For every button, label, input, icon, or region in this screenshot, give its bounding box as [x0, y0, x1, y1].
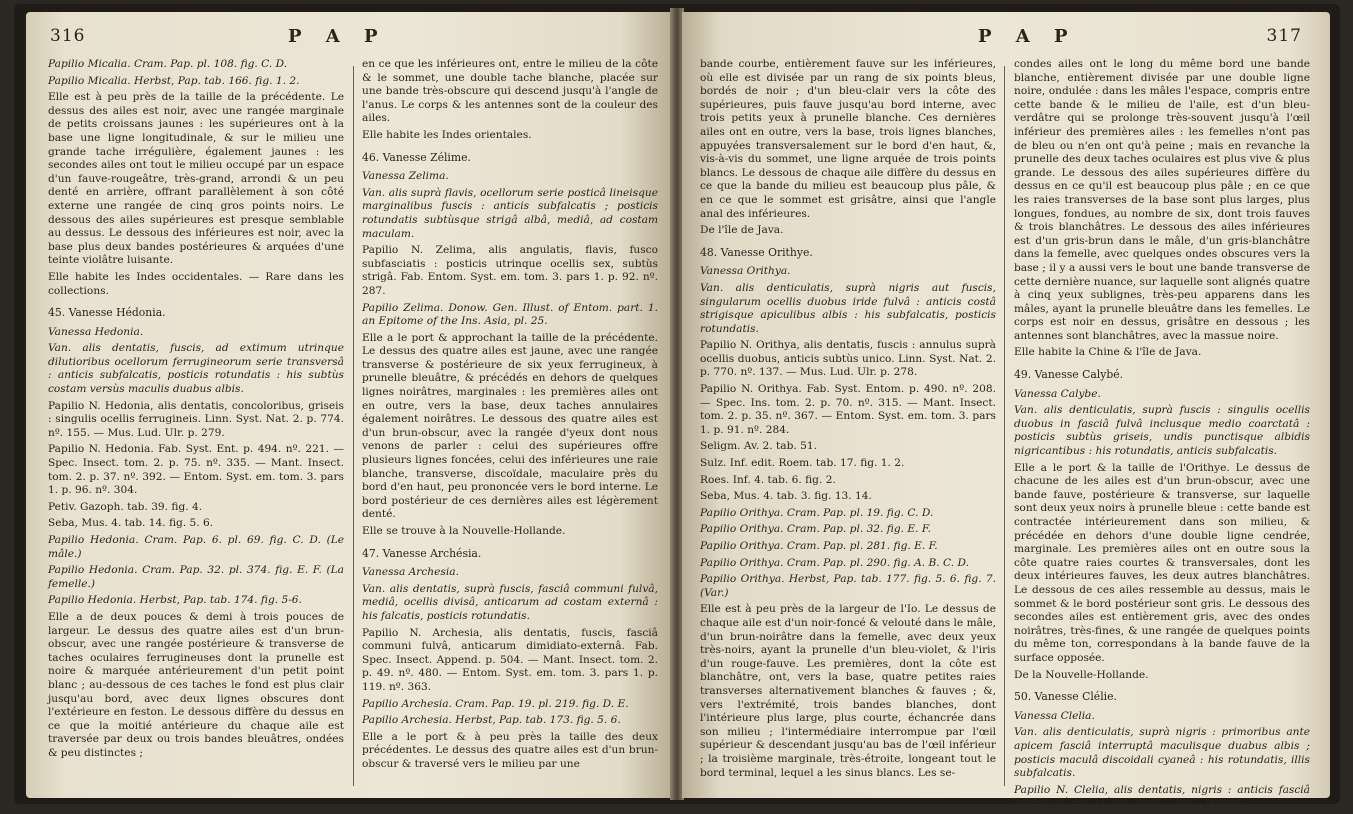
text-paragraph: Roes. Inf. 4. tab. 6. fig. 2.: [700, 473, 836, 486]
column-rule: [353, 66, 354, 786]
text-paragraph: Elle se trouve à la Nouvelle-Hollande.: [362, 525, 566, 537]
text-paragraph: Papilio Archesia. Herbst, Pap. tab. 173. fig. 5. 6.: [362, 714, 621, 727]
text-paragraph: Papilio N. Clelia, alis dentatis, nigris : anticis fasciâ interruptâ maculâque apicis albis ; posticis: [1014, 783, 1310, 810]
text-paragraph: Sulz. Inf. edit. Roem. tab. 17. fig. 1. 2.: [700, 457, 905, 470]
text-paragraph: Papilio Orithya. Cram. Pap. pl. 290. fig. A. B. C. D.: [700, 556, 969, 569]
right-page-header: [682, 26, 1330, 54]
left-page-column-2: [362, 58, 658, 775]
text-paragraph: Papilio Micalia. Herbst, Pap. tab. 166. fig. 1. 2.: [48, 74, 300, 87]
left-page-header: [26, 26, 672, 54]
text-paragraph: Papilio Hedonia. Cram. Pap. 6. pl. 69. fig. C. D. (Le mâle.): [48, 534, 344, 560]
text-paragraph: Vanessa Archesia.: [362, 566, 459, 579]
text-paragraph: Elle habite les Indes orientales.: [362, 128, 532, 141]
text-paragraph: Elle a le port & à peu près la taille des deux précédentes. Le dessus des quatre ailes est d'un brun-obscur & traversé vers le milieu par une: [362, 730, 658, 770]
right-page-number: 317: [1266, 26, 1302, 46]
text-paragraph: Seligm. Av. 2. tab. 51.: [700, 440, 817, 453]
entry-heading: 46. Vanesse Zélime.: [362, 150, 471, 164]
text-paragraph: condes ailes ont le long du même bord une bande blanche, entièrement divisée par une double ligne noire, ondulée : dans les mâles l'espace, compris entre cette bande & le milieu de l'aile, est d'un bleu-verdâtre qui se prolonge très-souvent jusqu'à l'œil inférieur des premières ailes : les femelles n'ont pas de bleu ou n'en ont qu'à peine ; mais en revanche la prunelle des deux taches oculaires est plus vive & plus grande. Le dessous des ailes supérieures diffère du dessus en ce qu'il est beaucoup plus pâle ; en ce que les raies transverses de la base sont plus larges, plus longues, fondues, au nombre de six, dont trois fauves & trois blanchâtres. Le dessous des ailes inférieures est d'un gris-brun dans le mâle, d'un gris-blanchâtre dans la femelle, avec quelques ondes obscures vers la base ; il y a aussi vers le bout une bande transverse de cette dernière nuance, sur laquelle sont alignés quatre à cinq yeux sublignes, très-peu apparens dans les mâles, ayant la prunelle bleuâtre dans les femelles. Le corps est noir en dessus, grisâtre en dessous ; les antennes sont blanchâtres, avec la massue noire.: [1014, 58, 1310, 342]
entry-heading: 49. Vanesse Calybé.: [1014, 368, 1124, 382]
text-paragraph: Van. alis denticulatis, suprà nigris aut fuscis, singularum ocellis duobus iride fulvâ : anticis costâ strigisque apiculibus albis : his subfalcatis, posticis rotundatis.: [700, 281, 996, 335]
text-paragraph: Vanessa Hedonia.: [48, 325, 144, 338]
text-paragraph: Vanessa Clelia.: [1014, 709, 1095, 722]
text-paragraph: Papilio Hedonia. Cram. Pap. 32. pl. 374. fig. E. F. (La femelle.): [48, 564, 344, 590]
entry-heading: 48. Vanesse Orithye.: [700, 245, 813, 259]
text-paragraph: Papilio N. Zelima, alis angulatis, flavis, fusco subfasciatis : posticis utrinque ocellis sex, subtùs strigâ. Fab. Entom. Syst. em. tom. 3. pars 1. p. 92. nº. 287.: [362, 244, 658, 297]
text-paragraph: Elle habite la Chine & l'île de Java.: [1014, 346, 1202, 359]
text-paragraph: Papilio N. Hedonia, alis dentatis, concoloribus, griseis : singulis ocellis ferrugineis. Linn. Syst. Nat. 2. p. 774. nº. 155. — Mus. Lud. Ulr. p. 279.: [48, 399, 344, 439]
text-paragraph: Papilio Archesia. Cram. Pap. 19. pl. 219. fig. D. E.: [362, 697, 629, 710]
text-paragraph: Papilio Orithya. Cram. Pap. pl. 19. fig. C. D.: [700, 506, 934, 519]
text-paragraph: Elle habite les Indes occidentales. — Rare dans les collections.: [48, 270, 344, 297]
text-paragraph: Elle a le port & approchant la taille de la précédente. Le dessus des quatre ailes est jaune, avec une rangée transverse & postérieure de six yeux ferrugineux, à prunelle bleuâtre, & précédés en dehors de quelques lignes noirâtres, marginales : les premières ailes ont en outre, vers la base, deux taches annulaires également noirâtres. Le dessous des quatre ailes est d'un brun-obscur, avec la rangée d'yeux dont nous venons de parler : celui des supérieures offre plusieurs lignes foncées, celui des inférieures une raie blanche, transverse, discoïdale, maculaire près du bord d'en haut, peu prononcée vers le bord interne. Le bord postérieur de ces dernières ailes est légèrement denté.: [362, 331, 658, 521]
left-page: [26, 12, 672, 798]
text-paragraph: Van. alis suprà flavis, ocellorum serie posticâ lineisque marginalibus fuscis : anticis subfalcatis ; posticis rotundatis subtùsque strigâ albâ, mediâ, ad costam maculam.: [362, 186, 658, 240]
right-running-title: P A P: [978, 26, 1077, 47]
text-paragraph: Elle est à peu près de la largeur de l'Io. Le dessus de chaque aile est d'un noir-foncé & velouté dans le mâle, d'un brun-noirâtre dans la femelle, avec deux yeux très-noirs, ayant la prunelle d'un bleu-violet, & l'iris d'un rouge-fauve. Les premières, dont la côte est blanchâtre, ont, vers la base, quatre petites raies transverses alternativement blanches & fauves ; &, vers l'extrémité, trois bandes blanches, dont l'intérieure plus large, plus courte, échancrée dans son milieu ; l'intermédiaire interrompue par l'œil supérieur & descendant jusqu'au bas de l'œil inférieur ; la troisième marginale, très-étroite, longeant tout le bord terminal, lequel a les sinus blancs. Les se-: [700, 603, 996, 779]
text-paragraph: Van. alis dentatis, suprà fuscis, fasciâ communi fulvâ, mediâ, ocellis divisâ, anticarum ad costam externâ : his falcatis, posticis rotundatis.: [362, 582, 658, 622]
text-paragraph: en ce que les inférieures ont, entre le milieu de la côte & le sommet, une double tache blanche, placée sur une bande très-obscure qui descend jusqu'à l'angle de l'anus. Le corps & les antennes sont de la couleur des ailes.: [362, 58, 658, 125]
text-paragraph: Papilio Orithya. Herbst, Pap. tab. 177. fig. 5. 6. fig. 7. (Var.): [700, 573, 996, 599]
text-paragraph: Elle est à peu près de la taille de la précédente. Le dessus des ailes est noir, avec une rangée marginale de petits croissans jaunes : les supérieures ont à la base une ligne longitudinale, & sur le milieu une grande tache irrégulière, également jaunes : les secondes ailes ont tout le milieu occupé par un espace d'un fauve-rougeâtre, très-grand, arrondi & un peu denté en arrière, offrant parallèlement à son côté externe une rangée de cinq gros points noirs. Le dessous des ailes supérieures est presque semblable au dessus. Le dessous des inférieures est noir, avec la base plus deux bandes postérieures & arquées d'une teinte violâtre luisante.: [48, 91, 344, 267]
text-paragraph: Elle a le port & la taille de l'Orithye. Le dessus de chacune de les ailes est d'un brun-obscur, avec une bande fauve, postérieure & transverse, sur laquelle sont deux yeux noirs à prunelle bleue : cette bande est contractée intérieurement dans son milieu, & précédée en dehors d'une double ligne cendrée, marginale. Les premières ailes ont en outre sous la côte quatre raies courtes & transversales, dont les deux intérieures fauves, les deux autres blanchâtres. Le dessous de ces ailes ressemble au dessus, mais le sommet & le bord postérieur sont gris. Le dessous des secondes ailes est entièrement gris, avec des ondes noirâtres, très-fines, & une rangée de quelques points du même ton, correspondans à la bande fauve de la surface opposée.: [1014, 461, 1310, 664]
entry-heading: 45. Vanesse Hédonia.: [48, 306, 166, 320]
left-page-column-1: [48, 58, 344, 764]
text-paragraph: Papilio Hedonia. Herbst, Pap. tab. 174. fig. 5-6.: [48, 594, 302, 607]
text-paragraph: Papilio N. Orithya. Fab. Syst. Entom. p. 490. nº. 208. — Spec. Ins. tom. 2. p. 70. nº. 315. — Mant. Insect. tom. 2. p. 35. nº. 367. — Entom. Syst. em. tom. 3. pars 1. p. 91. nº. 284.: [700, 383, 996, 436]
text-paragraph: Van. alis denticulatis, suprà fuscis : singulis ocellis duobus in fasciâ fulvâ inclusque medio coarctatâ : posticis subtùs griseis, undis punctisque albidis nigricantibus : his rotundatis, anticis subfalcatis.: [1014, 404, 1310, 458]
text-paragraph: Seba, Mus. 4. tab. 3. fig. 13. 14.: [700, 490, 872, 503]
right-page-column-2: [1014, 58, 1310, 814]
entry-heading: 47. Vanesse Archésia.: [362, 546, 482, 560]
text-paragraph: De la Nouvelle-Hollande.: [1014, 668, 1149, 681]
left-page-number: 316: [50, 26, 86, 46]
text-paragraph: Vanessa Zelima.: [362, 170, 449, 183]
text-paragraph: Papilio Zelima. Donow. Gen. Illust. of Entom. part. 1. an Epitome of the Ins. Asia, pl. 25.: [362, 301, 658, 328]
right-page: [682, 12, 1330, 810]
open-book: [14, 4, 1340, 810]
text-paragraph: Vanessa Calybe.: [1014, 387, 1101, 400]
text-paragraph: Elle a de deux pouces & demi à trois pouces de largeur. Le dessus des quatre ailes est d'un brun-obscur, avec une rangée postérieure & transverse de taches oculaires ferrugineuses dont la prunelle est noire & marquée antérieurement d'un petit point blanc ; au-dessous de ces taches le fond est plus clair jusqu'au bord, avec deux lignes obscures dont l'extérieure en feston. Le dessous diffère du dessus en ce que la moitié antérieure du chaque aile est traversée par deux ou trois bandes bleuâtres, ondées & peu distinctes ;: [48, 610, 344, 759]
text-paragraph: Papilio Orithya. Cram. Pap. pl. 32. fig. E. F.: [700, 523, 931, 536]
text-paragraph: Petiv. Gazoph. tab. 39. fig. 4.: [48, 500, 203, 513]
text-paragraph: Vanessa Orithya.: [700, 265, 791, 278]
text-paragraph: De l'île de Java.: [700, 224, 784, 237]
column-rule: [1004, 66, 1005, 786]
right-page-column-1: [700, 58, 996, 783]
text-paragraph: Van. alis dentatis, fuscis, ad extimum utrinque dilutioribus ocellorum ferrugineorum serie transversâ : anticis subfalcatis, posticis rotundatis : his subtùs costam versùs maculis duabus albis.: [48, 342, 344, 396]
text-paragraph: Papilio N. Archesia, alis dentatis, fuscis, fasciâ communi fulvâ, anticarum dimidiato-externâ. Fab. Spec. Insect. Append. p. 504. — Mant. Insect. tom. 2. p. 49. nº. 480. — Entom. Syst. em. tom. 3. pars 1. p. 119. nº. 363.: [362, 626, 658, 693]
text-paragraph: Van. alis denticulatis, suprà nigris : primoribus ante apicem fasciâ interruptâ maculisque duabus albis ; posticis maculâ discoidali cyaneâ : his rotundatis, illis subfalcatis.: [1014, 726, 1310, 780]
text-paragraph: Papilio Orithya. Cram. Pap. pl. 281. fig. E. F.: [700, 540, 938, 552]
text-paragraph: Papilio N. Hedonia. Fab. Syst. Ent. p. 494. nº. 221. — Spec. Insect. tom. 2. p. 75. nº. 335. — Mant. Insect. tom. 2. p. 37. nº. 392. — Entom. Syst. em. tom. 3. pars 1. p. 96. nº. 304.: [48, 443, 344, 497]
entry-heading: 50. Vanesse Clélie.: [1014, 690, 1117, 704]
text-paragraph: bande courbe, entièrement fauve sur les inférieures, où elle est divisée par un rang de six points bleus, bordés de noir ; d'un bleu-clair vers la côte des supérieures, puis fauve jusqu'au bord interne, avec trois petits yeux à prunelle blanche. Ces dernières ailes ont en outre, vers la base, trois lignes blanches, appuyées transversalement sur le bord d'en haut, &, vis-à-vis du sommet, une ligne arquée de trois points blancs. Le dessous de chaque aile diffère du dessus en ce que la bande du milieu est beaucoup plus pâle, & en ce que le sommet est grisâtre, ainsi que l'angle anal des inférieures.: [700, 58, 996, 220]
text-paragraph: Papilio Micalia. Cram. Pap. pl. 108. fig. C. D.: [48, 58, 288, 70]
text-paragraph: Seba, Mus. 4. tab. 14. fig. 5. 6.: [48, 517, 214, 530]
text-paragraph: Papilio N. Orithya, alis dentatis, fuscis : annulus suprà ocellis duobus, anticis subtùs unico. Linn. Syst. Nat. 2. p. 770. nº. 137. — Mus. Lud. Ulr. p. 278.: [700, 339, 996, 379]
left-running-title: P A P: [288, 26, 387, 47]
